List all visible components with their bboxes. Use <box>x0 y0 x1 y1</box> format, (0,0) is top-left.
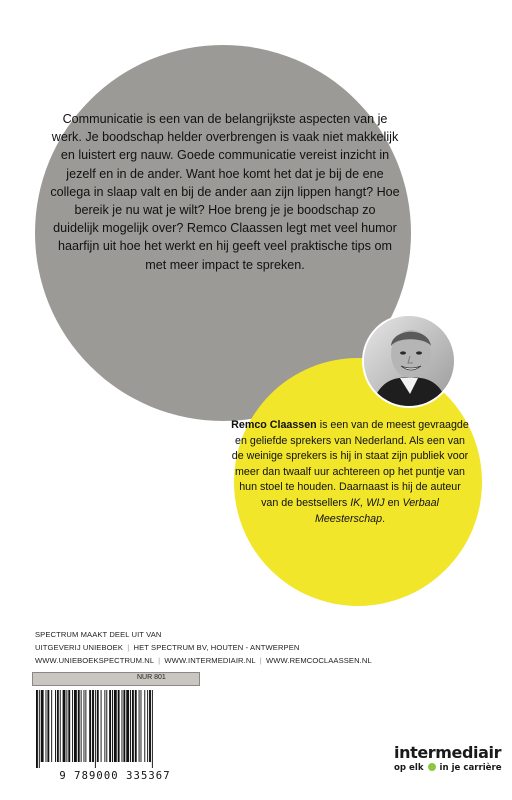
url-remcoclaassen: WWW.REMCOCLAASSEN.NL <box>265 656 372 666</box>
logo-wordmark: intermediair <box>394 743 502 762</box>
barcode-bar <box>55 690 56 762</box>
barcode-bar <box>132 690 134 762</box>
imprint-line-1: SPECTRUM MAAKT DEEL UIT VAN <box>35 630 162 639</box>
url-unieboekspectrum: WWW.UNIEBOEKSPECTRUM.NL <box>35 656 154 666</box>
barcode-bar <box>92 690 94 762</box>
barcode-bar <box>74 690 77 762</box>
barcode-bar <box>109 690 111 762</box>
barcode-bar <box>63 690 66 762</box>
publisher-detail: HET SPECTRUM BV, HOUTEN - ANTWERPEN <box>133 643 300 653</box>
barcode-bar <box>149 690 151 762</box>
imprint <box>35 628 415 668</box>
barcode-bar <box>139 690 140 762</box>
barcode-bar <box>112 690 113 762</box>
barcode-bar <box>57 690 59 762</box>
barcode-bar <box>97 690 99 762</box>
separator: | <box>158 656 161 666</box>
barcode-bar <box>36 690 38 768</box>
barcode-bar <box>135 690 137 762</box>
barcode-bar <box>126 690 129 762</box>
barcode-bar <box>106 690 107 762</box>
barcode-bar <box>114 690 117 762</box>
barcode-bar <box>66 690 67 762</box>
imprint-line-2 <box>35 641 415 654</box>
tagline-end: in je carrière <box>439 763 502 773</box>
barcode-bar <box>51 690 52 762</box>
blurb-text: Communicatie is een van de belangrijkste aspecten van je werk. Je boodschap helder overbrengen is vaak niet makkelijk en luistert erg nauw. Goede communicatie vereist inzicht in jezelf en in de ander. Want hoe komt het dat je bij de ene collega in slaap valt en bij de ander aan zijn lippen hangt? Hoe bereik je nu wat je wilt? Hoe breng je je boodschap zo duidelijk mogelijk over? Remco Claassen legt met veel humor haarfijn uit hoe het werkt en hij geeft veel praktische tips om met meer impact te spreken. <box>50 112 400 272</box>
barcode-bar <box>81 690 82 762</box>
barcode-bar <box>68 690 70 762</box>
barcode-bar <box>147 690 148 762</box>
intermediair-logo <box>394 744 512 773</box>
nur-code: NUR 801 <box>137 674 166 681</box>
barcode-bar <box>72 690 73 762</box>
barcode-bar <box>141 690 142 762</box>
author-photo <box>364 316 454 406</box>
bio-text-3: . <box>382 512 386 525</box>
tagline-start: op elk <box>394 763 424 773</box>
barcode-bar <box>78 690 80 762</box>
barcode-bar <box>84 690 85 762</box>
barcode-bar <box>46 690 47 762</box>
barcode-bar <box>101 690 102 762</box>
barcode-bar <box>122 690 123 762</box>
barcode-bar <box>118 690 120 762</box>
url-intermediair: WWW.INTERMEDIAIR.NL <box>164 656 256 666</box>
logo-tagline <box>394 763 512 773</box>
barcode-bar <box>41 690 44 762</box>
separator: | <box>127 643 130 653</box>
imprint-line-3 <box>35 654 415 667</box>
separator: | <box>259 656 262 666</box>
bio-text-2: en <box>384 496 403 509</box>
author-bio <box>230 418 470 527</box>
barcode-bar <box>104 690 105 762</box>
barcode-bar <box>130 690 131 762</box>
barcode-bar <box>39 690 40 768</box>
barcode-bar <box>95 690 96 768</box>
isbn-number: 9 789000 335367 <box>59 770 171 782</box>
barcode-bar <box>47 690 49 762</box>
book-title-verbaal-meesterschap: Verbaal Meesterschap <box>314 496 439 525</box>
barcode-bar <box>144 690 145 762</box>
publisher-name: UITGEVERIJ UNIEBOEK <box>35 643 123 653</box>
nur-bar <box>32 672 200 686</box>
barcode-bar <box>85 690 86 762</box>
green-dot-icon <box>428 763 436 771</box>
barcode-bar <box>152 690 153 768</box>
author-name: Remco Claassen <box>231 419 317 431</box>
book-title-ik-wij: IK, WIJ <box>350 496 385 509</box>
barcode-bar <box>60 690 61 762</box>
bio-text-1: is een van de meest gevraagde en geliefde sprekers van Nederland. Als een van de weinige sprekers is hij in staat zijn publiek voor meer dan twaalf uur achtereen op het puntje van hun stoel te houden. Daarnaast is hij de auteur van de bestsellers <box>231 419 469 509</box>
barcode-bar <box>89 690 91 762</box>
barcode-bar <box>123 690 125 762</box>
